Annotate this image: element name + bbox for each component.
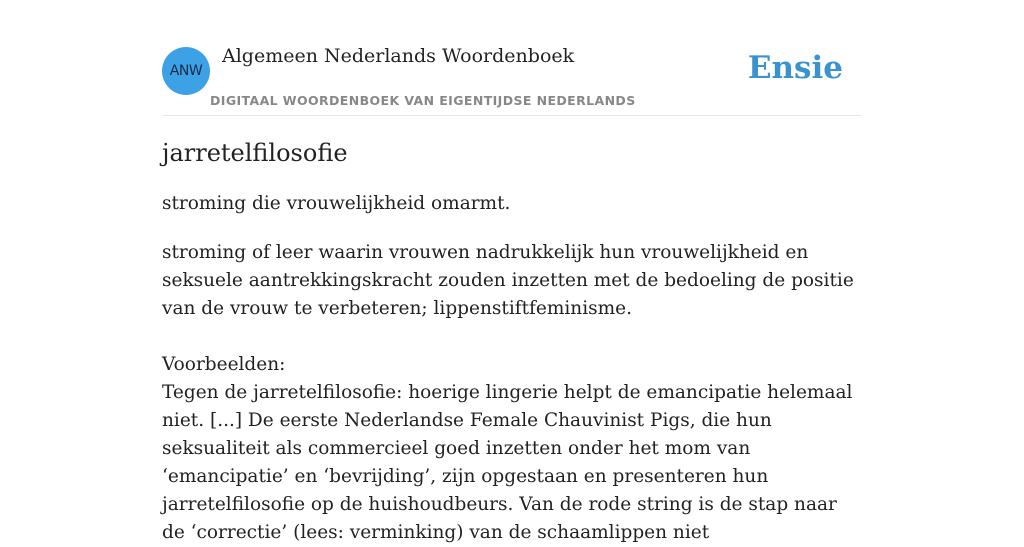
site-title[interactable]: Algemeen Nederlands Woordenboek [222,45,575,67]
anw-logo-text: ANW [169,63,203,79]
ensie-logo[interactable]: Ensie [747,50,843,86]
site-subtitle: DIGITAAL WOORDENBOEK VAN EIGENTIJDSE NEDERLANDS [210,93,636,108]
site-header [162,0,862,116]
entry-body [162,239,862,547]
definition-text: stroming of leer waarin vrouwen nadrukkelijk hun vrouwelijkheid en seksuele aantrekkingskracht zouden inzetten met de bedoeling de positie van de vrouw te verbeteren; lippenstiftfeminisme. [162,242,854,319]
anw-logo[interactable] [162,47,210,95]
example-text: Tegen de jarretelfilosofie: hoerige lingerie helpt de emancipatie helemaal niet. [...] De eerste Nederlandse Female Chauvinist Pigs, die hun seksualiteit als commercieel goed inzetten onder het mom van ‘emancipatie’ en ‘bevrijding’, zijn opgestaan en presenteren hun jarretelfilosofie op de huishoudbeurs. Van de rode string is de stap naar de ‘correctie’ (lees: verminking) van de schaamlippen niet [162,382,853,543]
examples-label: Voorbeelden: [162,354,286,375]
headword: jarretelfilosofie [162,139,348,167]
short-definition: stroming die vrouwelijkheid omarmt. [162,193,511,214]
main-container [162,0,862,543]
spacer [162,323,862,351]
